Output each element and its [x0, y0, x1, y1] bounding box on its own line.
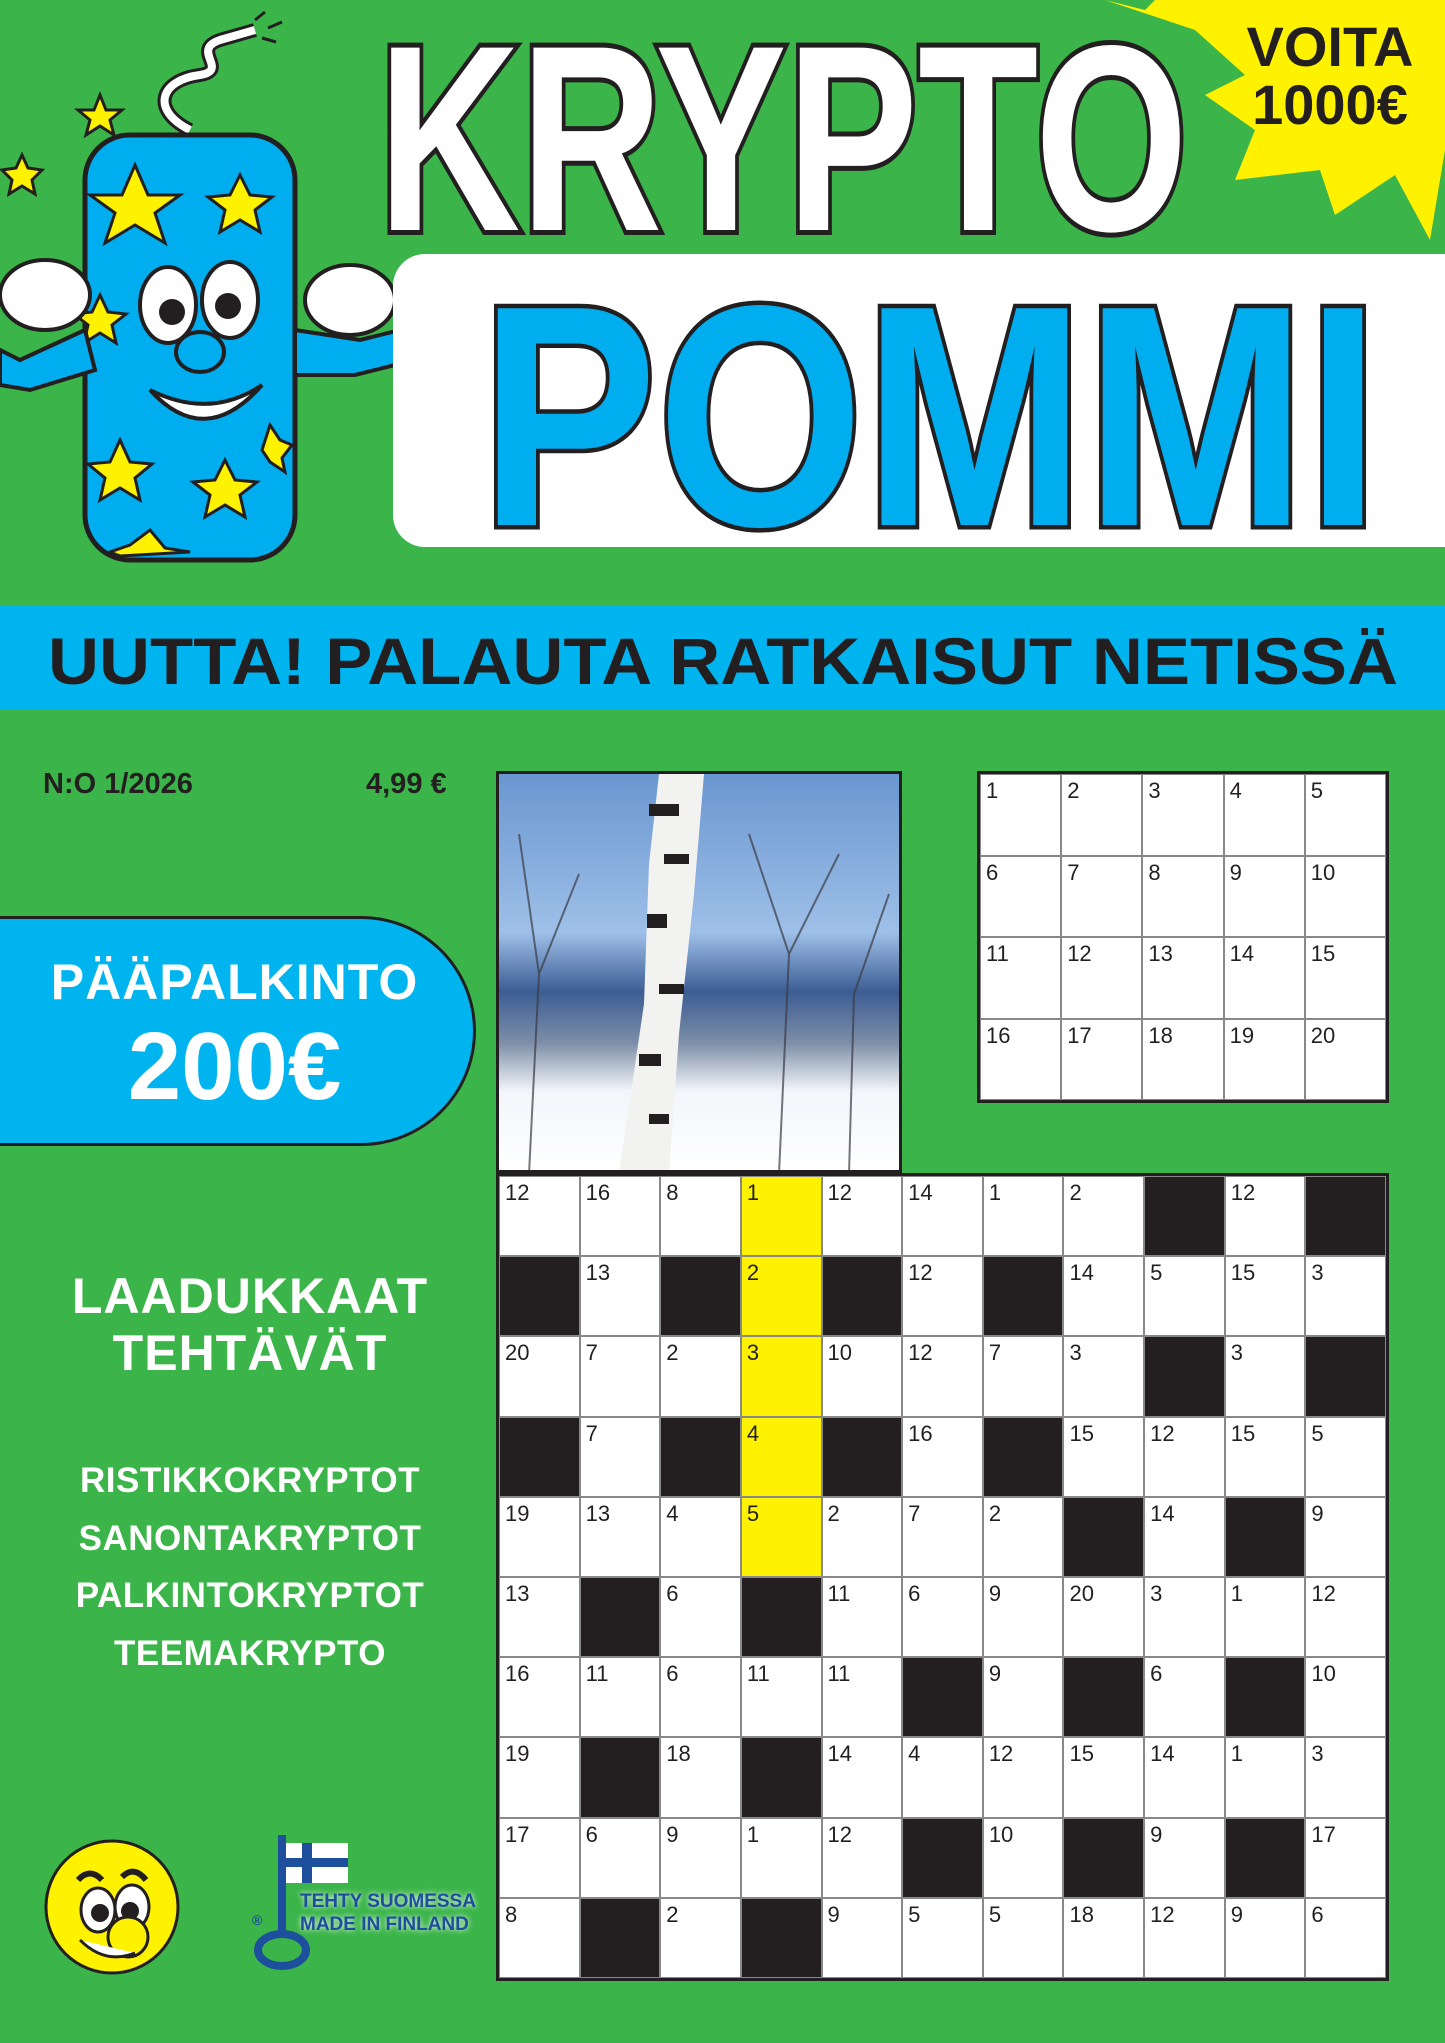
crossword-black-cell — [902, 1818, 983, 1898]
crossword-cell[interactable]: 15 — [1063, 1417, 1144, 1497]
crossword-highlighted-cell[interactable]: 1 — [741, 1176, 822, 1256]
crossword-cell[interactable]: 7 — [580, 1417, 661, 1497]
key-grid — [977, 771, 1389, 1103]
crossword-cell[interactable]: 8 — [660, 1176, 741, 1256]
crossword-cell[interactable]: 14 — [902, 1176, 983, 1256]
key-grid-cell[interactable]: 11 — [980, 937, 1061, 1019]
crossword-cell[interactable]: 16 — [499, 1657, 580, 1737]
crossword-cell[interactable]: 12 — [1305, 1577, 1386, 1657]
crossword-cell[interactable]: 7 — [902, 1497, 983, 1577]
crossword-cell[interactable]: 15 — [1225, 1256, 1306, 1336]
crossword-cell[interactable]: 1 — [983, 1176, 1064, 1256]
crossword-cell[interactable]: 2 — [1063, 1176, 1144, 1256]
key-grid-cell[interactable]: 14 — [1224, 937, 1305, 1019]
crossword-cell[interactable]: 15 — [1063, 1737, 1144, 1817]
crossword-cell[interactable]: 20 — [1063, 1577, 1144, 1657]
crossword-black-cell — [1225, 1818, 1306, 1898]
key-grid-cell[interactable]: 8 — [1142, 856, 1223, 938]
crossword-black-cell — [1144, 1336, 1225, 1416]
crossword-black-cell — [902, 1657, 983, 1737]
crossword-cell[interactable]: 8 — [499, 1898, 580, 1978]
crossword-cell[interactable]: 14 — [1144, 1737, 1225, 1817]
crossword-cell[interactable]: 7 — [983, 1336, 1064, 1416]
key-grid-cell[interactable]: 9 — [1224, 856, 1305, 938]
crossword-cell[interactable]: 15 — [1225, 1417, 1306, 1497]
crossword-cell[interactable]: 1 — [1225, 1737, 1306, 1817]
crossword-cell[interactable]: 3 — [1225, 1336, 1306, 1416]
crossword-cell[interactable]: 4 — [660, 1497, 741, 1577]
key-grid-cell[interactable]: 12 — [1061, 937, 1142, 1019]
crossword-black-cell — [1305, 1176, 1386, 1256]
crossword-cell[interactable]: 14 — [1144, 1497, 1225, 1577]
crossword-black-cell — [1063, 1657, 1144, 1737]
crossword-cell[interactable]: 14 — [822, 1737, 903, 1817]
banner-text: UUTTA! PALAUTA RATKAISUT NETISSÄ — [48, 624, 1398, 698]
crossword-cell[interactable]: 9 — [1225, 1898, 1306, 1978]
made-in-finland-line: TEHTY SUOMESSA — [300, 1891, 476, 1912]
crossword-cell[interactable]: 11 — [741, 1657, 822, 1737]
crossword-cell[interactable]: 6 — [902, 1577, 983, 1657]
crossword-cell[interactable]: 6 — [1305, 1898, 1386, 1978]
made-in-finland-label — [300, 1890, 476, 1936]
masthead-krypto — [370, 30, 1200, 245]
issue-price: 4,99 € — [366, 768, 447, 800]
issue-number: N:O 1/2026 — [43, 768, 193, 800]
crossword-cell[interactable]: 16 — [580, 1176, 661, 1256]
crossword-cell[interactable]: 2 — [822, 1497, 903, 1577]
crossword-cell[interactable]: 11 — [580, 1657, 661, 1737]
main-prize-badge — [0, 916, 476, 1146]
crossword-cell[interactable]: 3 — [1305, 1737, 1386, 1817]
crossword-black-cell — [983, 1256, 1064, 1336]
key-grid-cell[interactable]: 10 — [1305, 856, 1386, 938]
features-headline — [0, 1268, 500, 1382]
masthead-title-top: KRYPTO — [378, 30, 1188, 245]
crossword-cell[interactable]: 1 — [741, 1818, 822, 1898]
crossword-cell[interactable]: 3 — [1305, 1256, 1386, 1336]
crossword-cell[interactable]: 11 — [822, 1657, 903, 1737]
crossword-highlighted-cell[interactable]: 2 — [741, 1256, 822, 1336]
crossword-cell[interactable]: 12 — [902, 1336, 983, 1416]
crossword-highlighted-cell[interactable]: 4 — [741, 1417, 822, 1497]
crossword-cell[interactable]: 10 — [822, 1336, 903, 1416]
crossword-cell[interactable]: 19 — [499, 1737, 580, 1817]
key-grid-cell[interactable]: 4 — [1224, 774, 1305, 856]
crossword-cell[interactable]: 5 — [902, 1898, 983, 1978]
key-grid-cell[interactable]: 13 — [1142, 937, 1223, 1019]
crossword-black-cell — [741, 1577, 822, 1657]
crossword-cell[interactable]: 3 — [1063, 1336, 1144, 1416]
crossword-cell[interactable]: 12 — [499, 1176, 580, 1256]
crossword-black-cell — [822, 1256, 903, 1336]
prize-amount: 200€ — [127, 1013, 342, 1120]
crossword-black-cell — [660, 1417, 741, 1497]
crossword-cell[interactable]: 4 — [902, 1737, 983, 1817]
crossword-cell[interactable]: 14 — [1063, 1256, 1144, 1336]
key-grid-cell[interactable]: 15 — [1305, 937, 1386, 1019]
key-grid-cell[interactable]: 16 — [980, 1019, 1061, 1101]
crossword-cell[interactable]: 17 — [499, 1818, 580, 1898]
crossword-cell[interactable]: 16 — [902, 1417, 983, 1497]
crossword-black-cell — [499, 1417, 580, 1497]
crossword-black-cell — [1225, 1657, 1306, 1737]
crossword-cell[interactable]: 7 — [580, 1336, 661, 1416]
crossword-cell[interactable]: 5 — [1144, 1256, 1225, 1336]
key-grid-cell[interactable]: 1 — [980, 774, 1061, 856]
puzzle-type-item: RISTIKKOKRYPTOT — [79, 1461, 421, 1500]
crossword-cell[interactable]: 19 — [499, 1497, 580, 1577]
crossword-grid — [496, 1173, 1389, 1981]
crossword-black-cell — [1225, 1497, 1306, 1577]
key-grid-cell[interactable]: 6 — [980, 856, 1061, 938]
crossword-cell[interactable]: 12 — [1144, 1417, 1225, 1497]
crossword-black-cell — [580, 1577, 661, 1657]
puzzle-type-item: PALKINTOKRYPTOT — [75, 1576, 425, 1615]
puzzle-type-item: SANONTAKRYPTOT — [78, 1518, 422, 1558]
crossword-black-cell — [1305, 1336, 1386, 1416]
key-grid-cell[interactable]: 19 — [1224, 1019, 1305, 1101]
key-grid-cell[interactable]: 18 — [1142, 1019, 1223, 1101]
crossword-cell[interactable]: 17 — [1305, 1818, 1386, 1898]
bomb-mascot-illustration — [0, 0, 410, 575]
crossword-cell[interactable]: 9 — [983, 1657, 1064, 1737]
crossword-cell[interactable]: 1 — [1225, 1577, 1306, 1657]
birch-winter-photo — [496, 771, 902, 1173]
crossword-cell[interactable]: 12 — [983, 1737, 1064, 1817]
crossword-cell[interactable]: 2 — [660, 1336, 741, 1416]
crossword-black-cell — [580, 1898, 661, 1978]
puzzle-types-list — [0, 1452, 500, 1682]
crossword-cell[interactable]: 5 — [983, 1898, 1064, 1978]
crossword-black-cell — [741, 1737, 822, 1817]
smiley-logo-icon — [40, 1835, 185, 1980]
crossword-cell[interactable]: 3 — [1144, 1577, 1225, 1657]
crossword-cell[interactable]: 6 — [660, 1577, 741, 1657]
crossword-black-cell — [580, 1737, 661, 1817]
crossword-cell[interactable]: 12 — [1225, 1176, 1306, 1256]
key-grid-cell[interactable]: 20 — [1305, 1019, 1386, 1101]
crossword-cell[interactable]: 2 — [660, 1898, 741, 1978]
crossword-cell[interactable]: 12 — [822, 1818, 903, 1898]
badge-line2: 1000€ — [1252, 73, 1408, 136]
crossword-cell[interactable]: 20 — [499, 1336, 580, 1416]
key-grid-cell[interactable]: 3 — [1142, 774, 1223, 856]
crossword-cell[interactable]: 9 — [660, 1818, 741, 1898]
crossword-cell[interactable]: 5 — [1305, 1417, 1386, 1497]
crossword-black-cell — [822, 1417, 903, 1497]
key-grid-cell[interactable]: 2 — [1061, 774, 1142, 856]
crossword-highlighted-cell[interactable]: 3 — [741, 1336, 822, 1416]
crossword-black-cell — [983, 1417, 1064, 1497]
crossword-cell[interactable]: 6 — [1144, 1657, 1225, 1737]
crossword-cell[interactable]: 6 — [580, 1818, 661, 1898]
crossword-cell[interactable]: 9 — [983, 1577, 1064, 1657]
crossword-cell[interactable]: 9 — [1305, 1497, 1386, 1577]
crossword-cell[interactable]: 11 — [822, 1577, 903, 1657]
crossword-black-cell — [499, 1256, 580, 1336]
crossword-cell[interactable]: 12 — [1144, 1898, 1225, 1978]
crossword-cell[interactable]: 10 — [1305, 1657, 1386, 1737]
registered-mark: ® — [252, 1912, 263, 1928]
features-headline-line: LAADUKKAAT — [71, 1268, 429, 1324]
crossword-cell[interactable]: 13 — [499, 1577, 580, 1657]
masthead-pommi — [470, 280, 1400, 540]
crossword-cell[interactable]: 9 — [822, 1898, 903, 1978]
crossword-black-cell — [1144, 1176, 1225, 1256]
key-grid-cell[interactable]: 7 — [1061, 856, 1142, 938]
crossword-highlighted-cell[interactable]: 5 — [741, 1497, 822, 1577]
crossword-cell[interactable]: 13 — [580, 1256, 661, 1336]
crossword-black-cell — [1063, 1818, 1144, 1898]
puzzle-type-item: TEEMAKRYPTO — [114, 1633, 386, 1673]
prize-label: PÄÄPALKINTO — [50, 954, 419, 1010]
announcement-banner — [0, 606, 1445, 710]
masthead-title-bottom: POMMI — [480, 280, 1380, 540]
crossword-cell[interactable]: 12 — [902, 1256, 983, 1336]
features-headline-line: TEHTÄVÄT — [112, 1325, 388, 1381]
key-grid-cell[interactable]: 17 — [1061, 1019, 1142, 1101]
crossword-cell[interactable]: 6 — [660, 1657, 741, 1737]
crossword-cell[interactable]: 18 — [660, 1737, 741, 1817]
crossword-black-cell — [1063, 1497, 1144, 1577]
crossword-cell[interactable]: 12 — [822, 1176, 903, 1256]
made-in-finland-line: MADE IN FINLAND — [300, 1914, 469, 1935]
crossword-cell[interactable]: 13 — [580, 1497, 661, 1577]
crossword-black-cell — [741, 1898, 822, 1978]
key-grid-cell[interactable]: 5 — [1305, 774, 1386, 856]
crossword-cell[interactable]: 2 — [983, 1497, 1064, 1577]
crossword-cell[interactable]: 9 — [1144, 1818, 1225, 1898]
crossword-black-cell — [660, 1256, 741, 1336]
badge-line1: VOITA — [1246, 15, 1414, 78]
crossword-cell[interactable]: 18 — [1063, 1898, 1144, 1978]
crossword-cell[interactable]: 10 — [983, 1818, 1064, 1898]
